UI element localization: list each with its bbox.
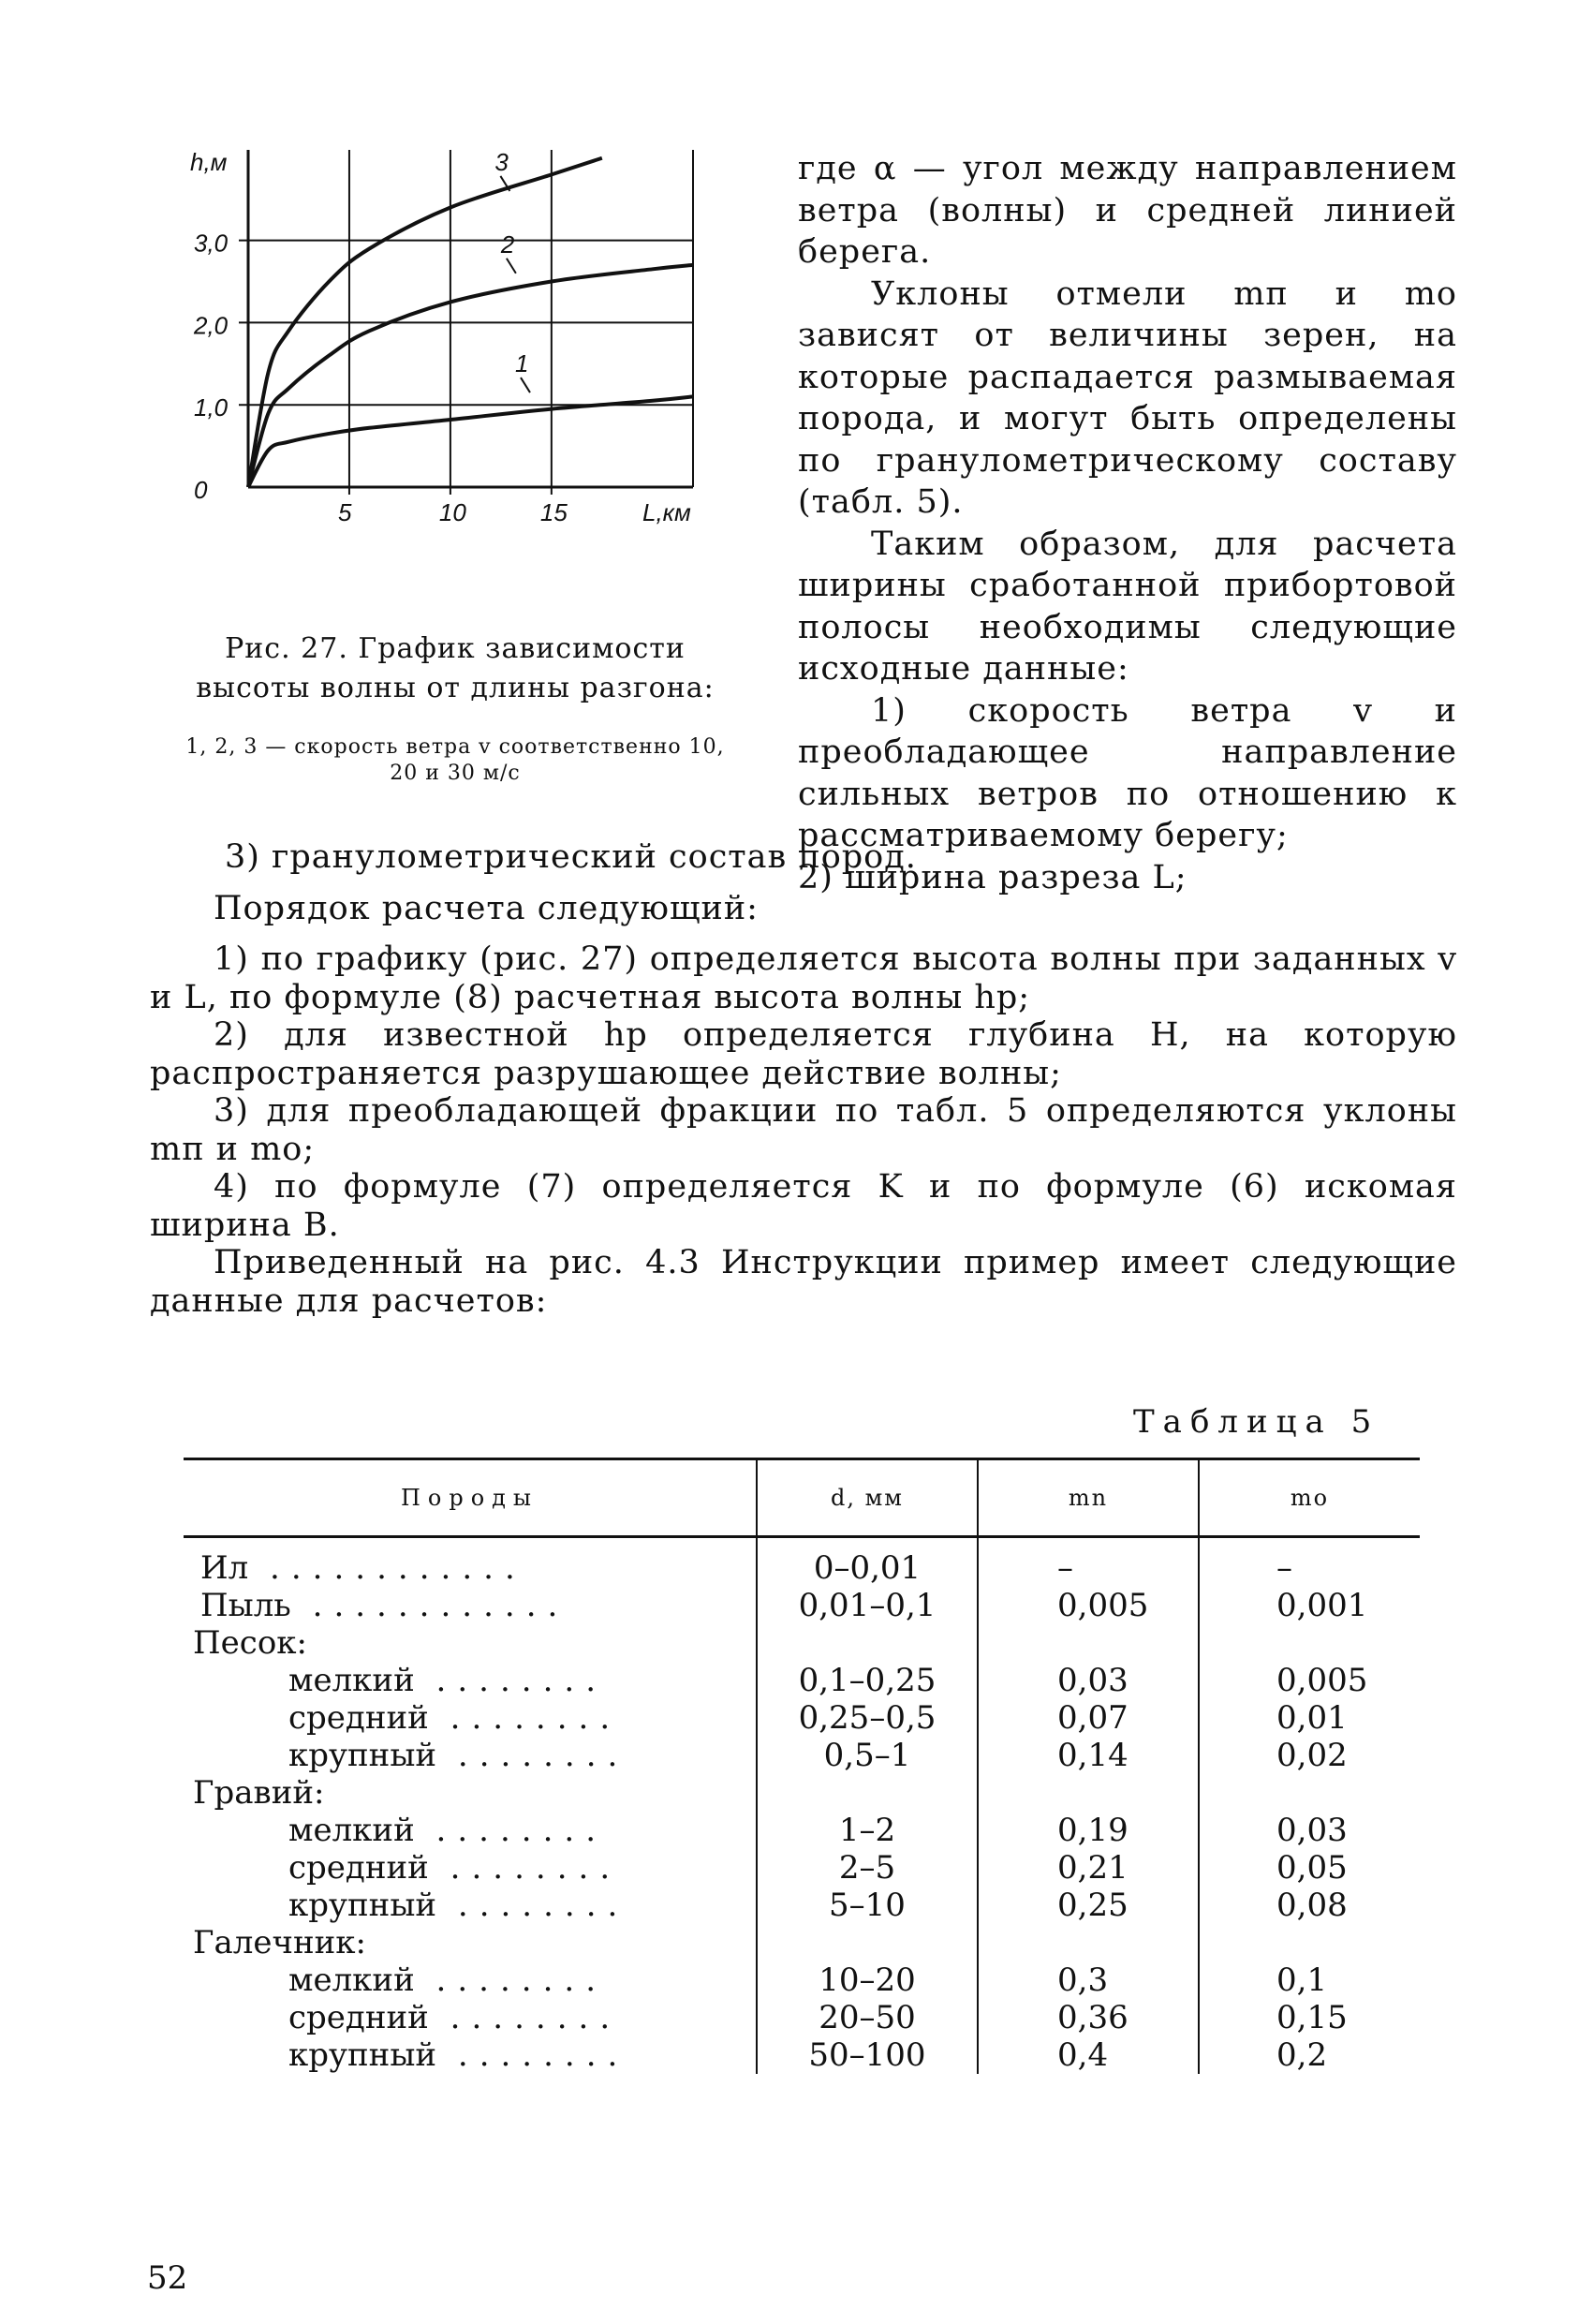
rock-name: средний bbox=[288, 1849, 429, 1887]
right-column-text bbox=[798, 148, 1457, 898]
cell-mo: 0,005 bbox=[1199, 1662, 1420, 1699]
table-row bbox=[184, 1887, 1420, 1924]
rock-name: крупный bbox=[288, 2036, 437, 2074]
cell-d: 0,01–0,1 bbox=[757, 1587, 978, 1624]
paragraph-alpha-definition: где α — угол между направлением ветра (волны) и средней линией берега. bbox=[798, 150, 1457, 271]
cell-rock-name bbox=[184, 1774, 757, 1812]
rock-name: Песок: bbox=[193, 1624, 307, 1662]
table-header-row bbox=[184, 1459, 1420, 1537]
cell-mo: 0,2 bbox=[1199, 2036, 1420, 2074]
cell-rock-name bbox=[184, 1887, 757, 1924]
cell-mo bbox=[1199, 1624, 1420, 1662]
table-row bbox=[184, 1849, 1420, 1887]
paragraph-procedure: Порядок расчета следующий: bbox=[214, 889, 759, 927]
cell-rock-name bbox=[184, 1849, 757, 1887]
header-mn: mn bbox=[978, 1459, 1199, 1537]
cell-mo bbox=[1199, 1924, 1420, 1961]
cell-rock-name bbox=[184, 2036, 757, 2074]
figure-legend: 1, 2, 3 — скорость ветра v соответственно 10, 20 и 30 м/с bbox=[185, 735, 725, 785]
table-row bbox=[184, 1961, 1420, 1999]
leader-dots: ........ bbox=[436, 1887, 629, 1924]
figure-27 bbox=[159, 150, 749, 600]
rock-name: Ил bbox=[200, 1549, 249, 1587]
wave-height-chart bbox=[159, 150, 749, 600]
cell-mn: 0,36 bbox=[978, 1999, 1199, 2036]
header-d: d, мм bbox=[757, 1459, 978, 1537]
table-row bbox=[184, 2036, 1420, 2074]
paragraph-initial-data: Таким образом, для расчета ширины сработанной прибортовой полосы необходимы следующие исходные данные: bbox=[798, 525, 1457, 688]
y-axis-label: h,м bbox=[190, 150, 228, 176]
table-row bbox=[184, 1587, 1420, 1624]
cell-rock-name bbox=[184, 1999, 757, 2036]
rock-name: мелкий bbox=[288, 1812, 415, 1849]
cell-mo: 0,03 bbox=[1199, 1812, 1420, 1849]
cell-d: 5–10 bbox=[757, 1887, 978, 1924]
cell-mo: 0,01 bbox=[1199, 1699, 1420, 1737]
x-tick-label: 5 bbox=[337, 498, 352, 526]
step-4: 4) по формуле (7) определяется K и по формуле (6) искомая ширина B. bbox=[150, 1168, 1457, 1244]
y-tick-label: 0 bbox=[194, 476, 208, 504]
table-row bbox=[184, 1662, 1420, 1699]
soil-table bbox=[184, 1458, 1420, 2074]
table-row bbox=[184, 1737, 1420, 1774]
cell-mn: 0,14 bbox=[978, 1737, 1199, 1774]
cell-d: 0,5–1 bbox=[757, 1737, 978, 1774]
cell-mn: 0,19 bbox=[978, 1812, 1199, 1849]
table-5 bbox=[184, 1458, 1420, 2074]
cell-mn: 0,3 bbox=[978, 1961, 1199, 1999]
cell-mo: 0,001 bbox=[1199, 1587, 1420, 1624]
y-tick-label: 1,0 bbox=[194, 393, 229, 422]
table-title: Таблица 5 bbox=[1133, 1403, 1380, 1441]
curve-label-leader bbox=[521, 377, 530, 392]
cell-d: 0,1–0,25 bbox=[757, 1662, 978, 1699]
cell-d bbox=[757, 1924, 978, 1961]
cell-rock-name bbox=[184, 1737, 757, 1774]
leader-dots: ........ bbox=[414, 1961, 608, 1999]
rock-name: мелкий bbox=[288, 1961, 415, 1999]
cell-rock-name bbox=[184, 1537, 757, 1588]
rock-name: Гравий: bbox=[193, 1774, 325, 1812]
curve-1 bbox=[248, 396, 693, 487]
cell-rock-name bbox=[184, 1624, 757, 1662]
paragraph-example: Приведенный на рис. 4.3 Инструкции пример имеет следующие данные для расчетов: bbox=[150, 1244, 1457, 1320]
leader-dots: ........ bbox=[428, 1999, 622, 2036]
leader-dots: ........ bbox=[436, 1737, 629, 1774]
table-row bbox=[184, 1537, 1420, 1588]
rock-name: средний bbox=[288, 1999, 429, 2036]
cell-mn: 0,25 bbox=[978, 1887, 1199, 1924]
cell-d: 1–2 bbox=[757, 1812, 978, 1849]
cell-rock-name bbox=[184, 1662, 757, 1699]
y-tick-label: 3,0 bbox=[194, 229, 229, 258]
table-row bbox=[184, 1774, 1420, 1812]
cell-mn bbox=[978, 1924, 1199, 1961]
header-rocks: Породы bbox=[184, 1459, 757, 1537]
y-tick-label: 2,0 bbox=[194, 311, 229, 340]
table-row bbox=[184, 1924, 1420, 1961]
list-item-width: 2) ширина разреза L; bbox=[798, 858, 1187, 896]
cell-mn: 0,005 bbox=[978, 1587, 1199, 1624]
cell-mo: 0,05 bbox=[1199, 1849, 1420, 1887]
cell-rock-name bbox=[184, 1961, 757, 1999]
figure-caption: Рис. 27. График зависимости высоты волны от длины разгона: bbox=[196, 632, 715, 704]
leader-dots: ........ bbox=[428, 1699, 622, 1737]
rock-name: Галечник: bbox=[193, 1924, 367, 1961]
step-3: 3) для преобладающей фракции по табл. 5 определяются уклоны mп и mо; bbox=[150, 1092, 1457, 1168]
cell-rock-name bbox=[184, 1812, 757, 1849]
list-item-granulometry: 3) гранулометрический состав пород. bbox=[225, 838, 917, 876]
leader-dots: ........ bbox=[414, 1662, 608, 1699]
cell-d: 50–100 bbox=[757, 2036, 978, 2074]
cell-mo bbox=[1199, 1774, 1420, 1812]
cell-d: 0,25–0,5 bbox=[757, 1699, 978, 1737]
cell-mn bbox=[978, 1774, 1199, 1812]
leader-dots: ........ bbox=[436, 2036, 629, 2074]
leader-dots: ............ bbox=[248, 1549, 526, 1587]
cell-d: 20–50 bbox=[757, 1999, 978, 2036]
cell-d: 10–20 bbox=[757, 1961, 978, 1999]
cell-mn: 0,4 bbox=[978, 2036, 1199, 2074]
leader-dots: ........ bbox=[414, 1812, 608, 1849]
table-row bbox=[184, 1812, 1420, 1849]
cell-d: 0–0,01 bbox=[757, 1537, 978, 1588]
cell-d bbox=[757, 1774, 978, 1812]
cell-mn: 0,07 bbox=[978, 1699, 1199, 1737]
table-row bbox=[184, 1624, 1420, 1662]
step-2: 2) для известной hр определяется глубина H, на которую распространяется разрушающее действие волны; bbox=[150, 1016, 1457, 1092]
table-row bbox=[184, 1699, 1420, 1737]
curve-label-3: 3 bbox=[494, 150, 509, 176]
cell-mo: 0,02 bbox=[1199, 1737, 1420, 1774]
cell-rock-name bbox=[184, 1587, 757, 1624]
page-number: 52 bbox=[147, 2259, 188, 2297]
cell-mo: 0,15 bbox=[1199, 1999, 1420, 2036]
cell-d bbox=[757, 1624, 978, 1662]
x-tick-label: 15 bbox=[539, 498, 568, 526]
x-axis-label: L,км bbox=[642, 498, 691, 526]
cell-mo: – bbox=[1199, 1537, 1420, 1588]
header-mo: mo bbox=[1199, 1459, 1420, 1537]
step-1: 1) по графику (рис. 27) определяется высота волны при заданных v и L, по формуле (8) расчетная высота волны hр; bbox=[150, 940, 1457, 1016]
cell-rock-name bbox=[184, 1699, 757, 1737]
rock-name: крупный bbox=[288, 1737, 437, 1774]
cell-mn bbox=[978, 1624, 1199, 1662]
curve-label-1: 1 bbox=[515, 349, 529, 378]
rock-name: средний bbox=[288, 1699, 429, 1737]
cell-mn: – bbox=[978, 1537, 1199, 1588]
rock-name: крупный bbox=[288, 1887, 437, 1924]
cell-d: 2–5 bbox=[757, 1849, 978, 1887]
main-text bbox=[150, 838, 1457, 1320]
rock-name: Пыль bbox=[200, 1587, 291, 1624]
curve-label-2: 2 bbox=[500, 229, 515, 259]
curve-label-leader bbox=[507, 259, 516, 274]
cell-mn: 0,21 bbox=[978, 1849, 1199, 1887]
x-tick-label: 10 bbox=[438, 498, 466, 526]
cell-mn: 0,03 bbox=[978, 1662, 1199, 1699]
list-item-wind: 1) скорость ветра v и преобладающее направление сильных ветров по отношению к рассматриваемому берегу; bbox=[798, 691, 1457, 854]
cell-mo: 0,1 bbox=[1199, 1961, 1420, 1999]
leader-dots: ........ bbox=[428, 1849, 622, 1887]
paragraph-slopes: Уклоны отмели mп и mо зависят от величины зерен, на которые распадается размываемая порода, и могут быть определены по гранулометрическому составу (табл. 5). bbox=[798, 274, 1457, 521]
table-row bbox=[184, 1999, 1420, 2036]
rock-name: мелкий bbox=[288, 1662, 415, 1699]
cell-mo: 0,08 bbox=[1199, 1887, 1420, 1924]
leader-dots: ............ bbox=[290, 1587, 569, 1624]
cell-rock-name bbox=[184, 1924, 757, 1961]
